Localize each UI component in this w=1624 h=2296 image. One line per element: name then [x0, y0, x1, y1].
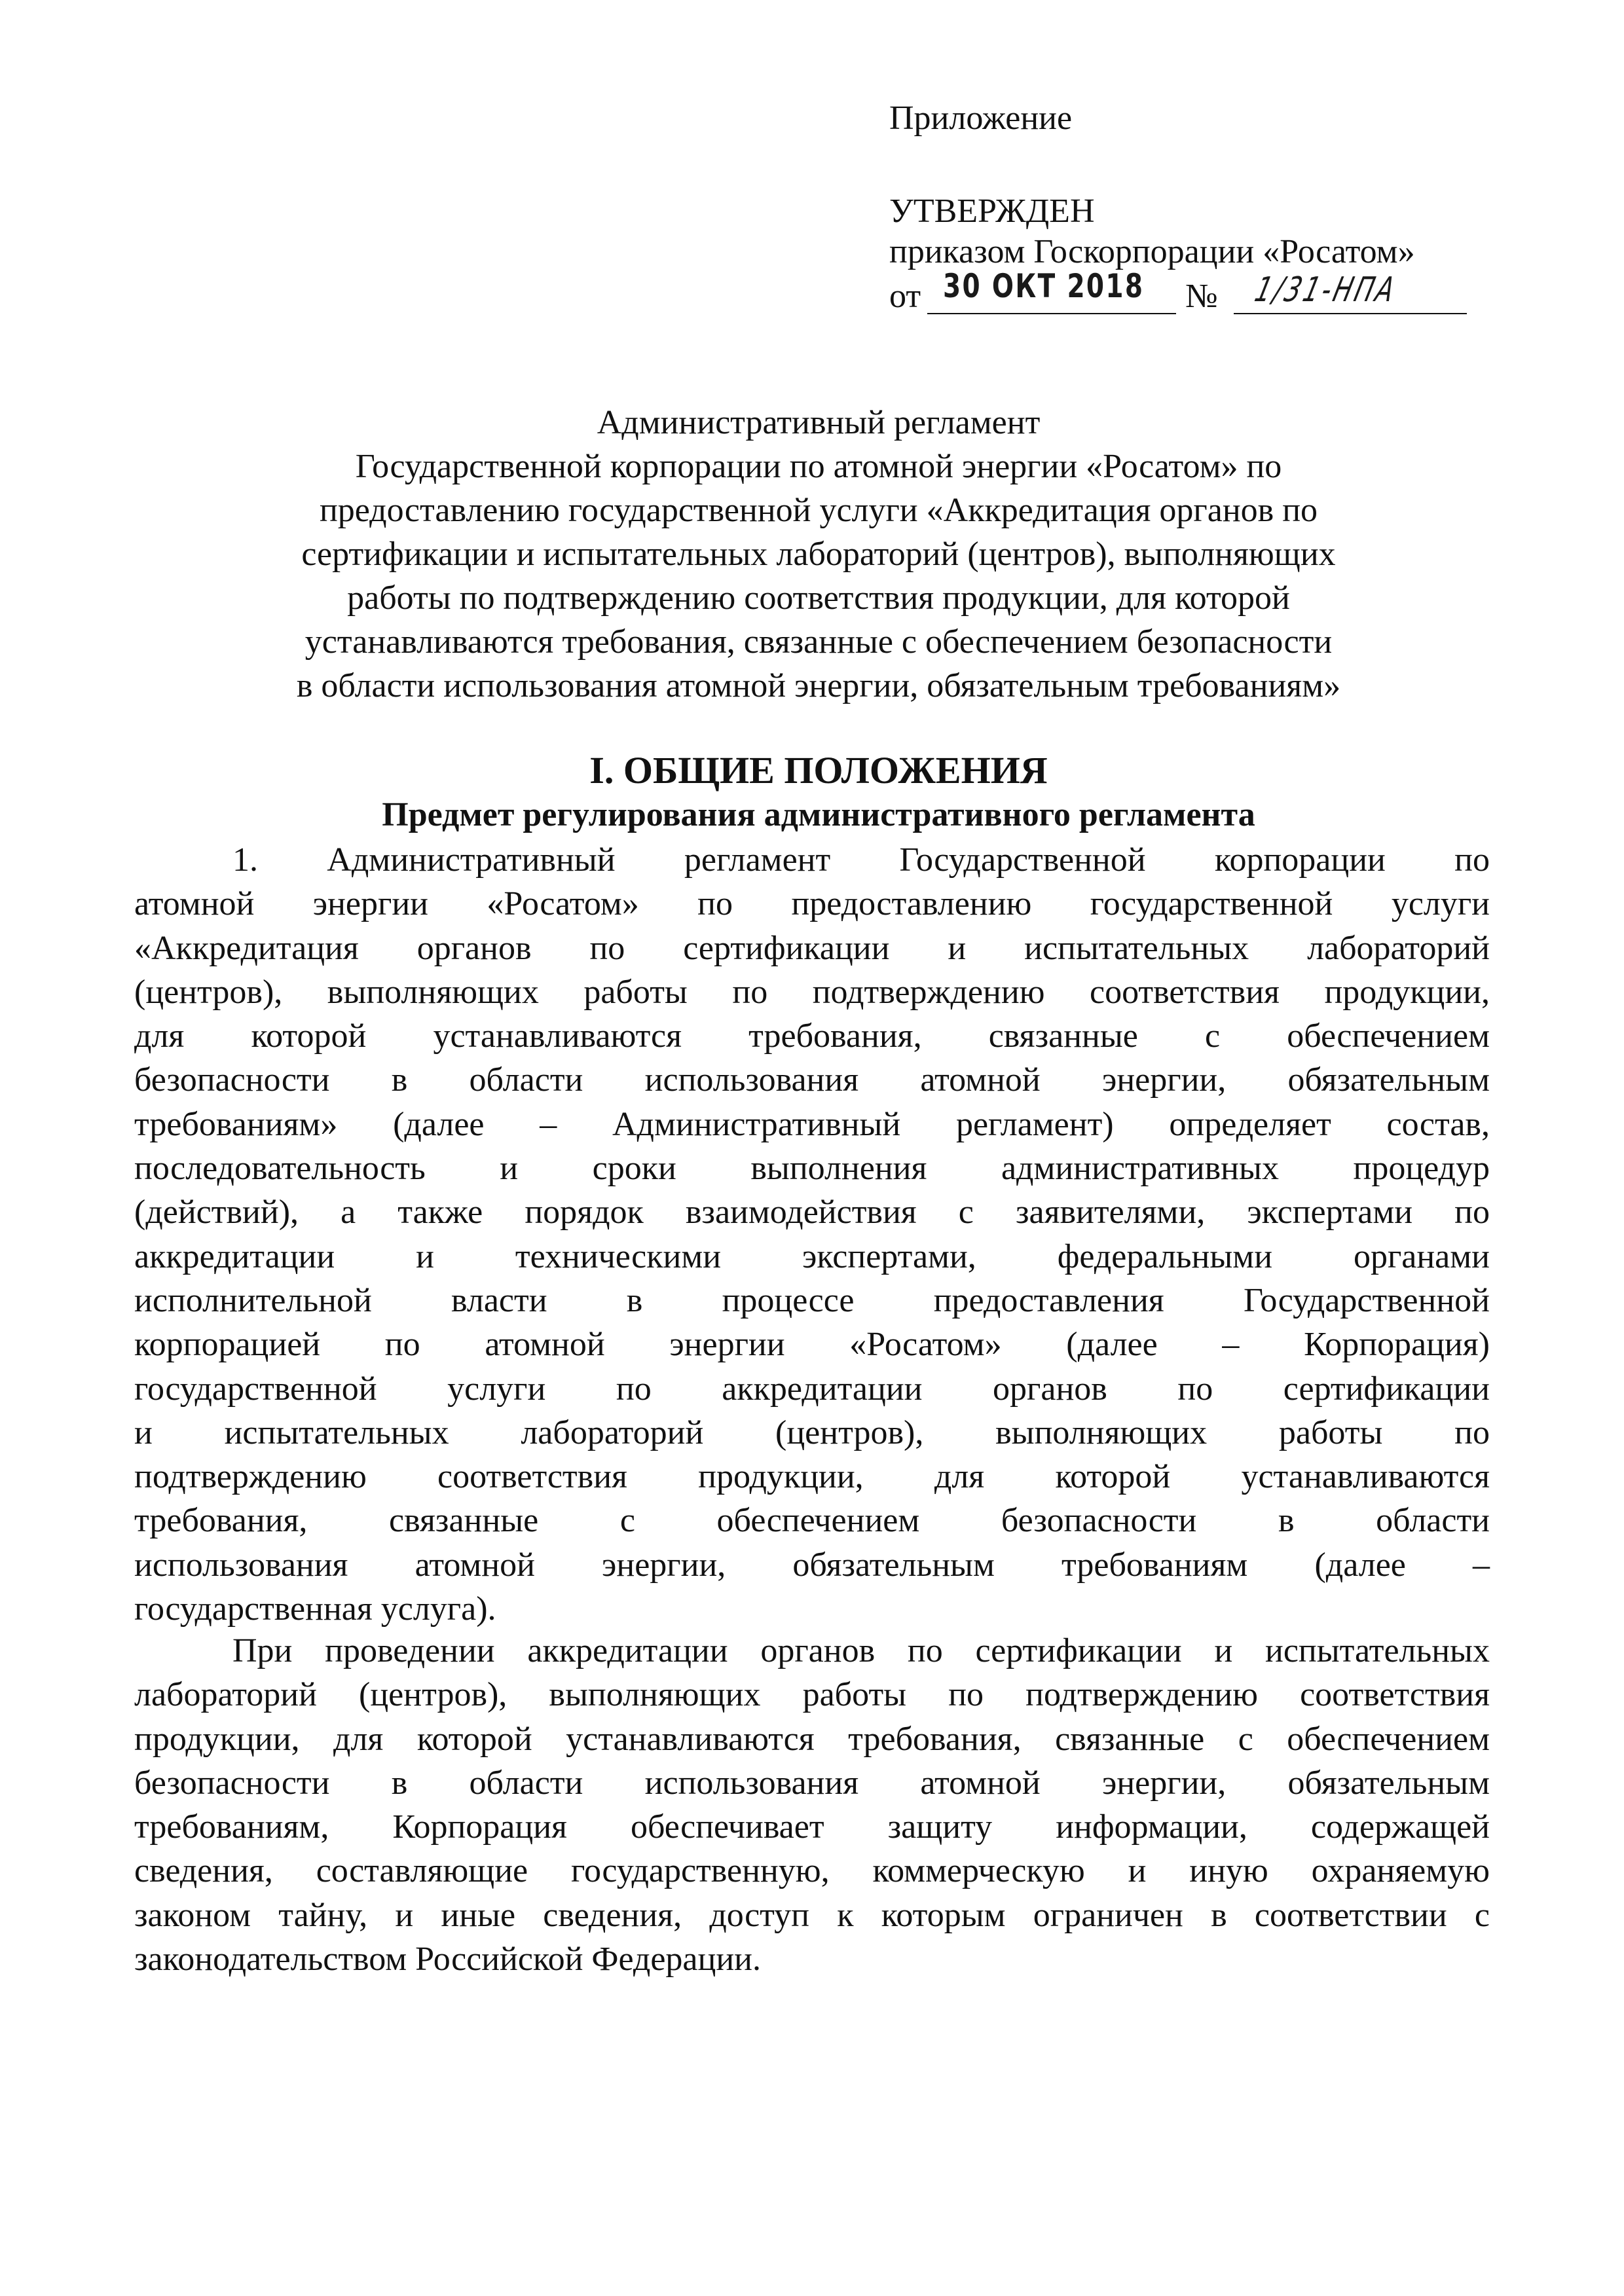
title-line: в области использования атомной энергии, обязательным требованиям» [296, 667, 1341, 704]
title-line: предоставлению государственной услуги «Аккредитация органов по [319, 492, 1318, 529]
paragraph-line: требованиям» (далее – Административный регламент) определяет состав, [134, 1105, 1490, 1143]
paragraph-line: сведения, составляющие государственную, коммерческую и иную охраняемую [134, 1852, 1490, 1890]
paragraph-line: законом тайну, и иные сведения, доступ к которым ограничен в соответствии с [134, 1896, 1490, 1934]
order-line: приказом Госкорпорации «Росатом» [889, 233, 1415, 270]
paragraph-line: (центров), выполняющих работы по подтверждению соответствия продукции, [134, 973, 1490, 1011]
section-heading: I. ОБЩИЕ ПОЛОЖЕНИЯ [589, 749, 1048, 792]
paragraph-2 [134, 1629, 1490, 1981]
paragraph-1 [134, 838, 1490, 1631]
paragraph-line: При проведении аккредитации органов по сертификации и испытательных [232, 1632, 1490, 1669]
date-number-row [889, 267, 1518, 316]
approved-label: УТВЕРЖДЕН [889, 192, 1095, 230]
approval-block [889, 98, 1518, 316]
paragraph-line: корпорацией по атомной энергии «Росатом» (далее – Корпорация) [134, 1326, 1490, 1364]
paragraph-line: безопасности в области использования атомной энергии, обязательным [134, 1764, 1490, 1802]
paragraph-line: безопасности в области использования атомной энергии, обязательным [134, 1061, 1490, 1099]
number-underline [1234, 313, 1467, 314]
title-line: устанавливаются требования, связанные с обеспечением безопасности [304, 623, 1333, 661]
title-line: работы по подтверждению соответствия продукции, для которой [347, 579, 1290, 617]
from-label: от [889, 278, 921, 315]
paragraph-line: для которой устанавливаются требования, связанные с обеспечением [134, 1017, 1490, 1055]
paragraph-line: государственной услуги по аккредитации органов по сертификации [134, 1370, 1490, 1408]
paragraph-line: подтверждению соответствия продукции, для которой устанавливаются [134, 1458, 1490, 1496]
document-title [151, 401, 1486, 708]
section-subheading: Предмет регулирования административного регламента [382, 796, 1255, 833]
paragraph-line: «Аккредитация органов по сертификации и испытательных лабораторий [134, 929, 1490, 967]
paragraph-line: законодательством Российской Федерации. [134, 1941, 761, 1978]
order-number-handwritten: 1/31-НПА [1251, 270, 1401, 310]
appendix-label: Приложение [889, 100, 1073, 137]
paragraph-line: последовательность и сроки выполнения административных процедур [134, 1150, 1490, 1188]
paragraph-line: 1. Административный регламент Государственной корпорации по [232, 841, 1490, 879]
paragraph-line: исполнительной власти в процессе предоставления Государственной [134, 1281, 1490, 1319]
date-stamp: 30 ОКТ 2018 [943, 267, 1145, 305]
title-line: сертификации и испытательных лабораторий (центров), выполняющих [301, 536, 1336, 573]
title-line: Административный регламент [597, 404, 1041, 441]
paragraph-line: лабораторий (центров), выполняющих работы по подтверждению соответствия [134, 1676, 1490, 1714]
number-label: № [1185, 278, 1218, 315]
paragraph-line: атомной энергии «Росатом» по предоставлению государственной услуги [134, 885, 1490, 923]
paragraph-line: и испытательных лабораторий (центров), выполняющих работы по [134, 1413, 1490, 1451]
paragraph-line: использования атомной энергии, обязательным требованиям (далее – [134, 1546, 1490, 1584]
date-underline [927, 313, 1176, 314]
paragraph-line: аккредитации и техническими экспертами, федеральными органами [134, 1237, 1490, 1275]
paragraph-line: государственная услуга). [134, 1590, 496, 1628]
paragraph-line: (действий), а также порядок взаимодействия с заявителями, экспертами по [134, 1194, 1490, 1231]
paragraph-line: продукции, для которой устанавливаются требования, связанные с обеспечением [134, 1720, 1490, 1758]
paragraph-line: требования, связанные с обеспечением безопасности в области [134, 1502, 1490, 1540]
paragraph-line: требованиям, Корпорация обеспечивает защиту информации, содержащей [134, 1808, 1490, 1846]
title-line: Государственной корпорации по атомной энергии «Росатом» по [355, 448, 1282, 485]
